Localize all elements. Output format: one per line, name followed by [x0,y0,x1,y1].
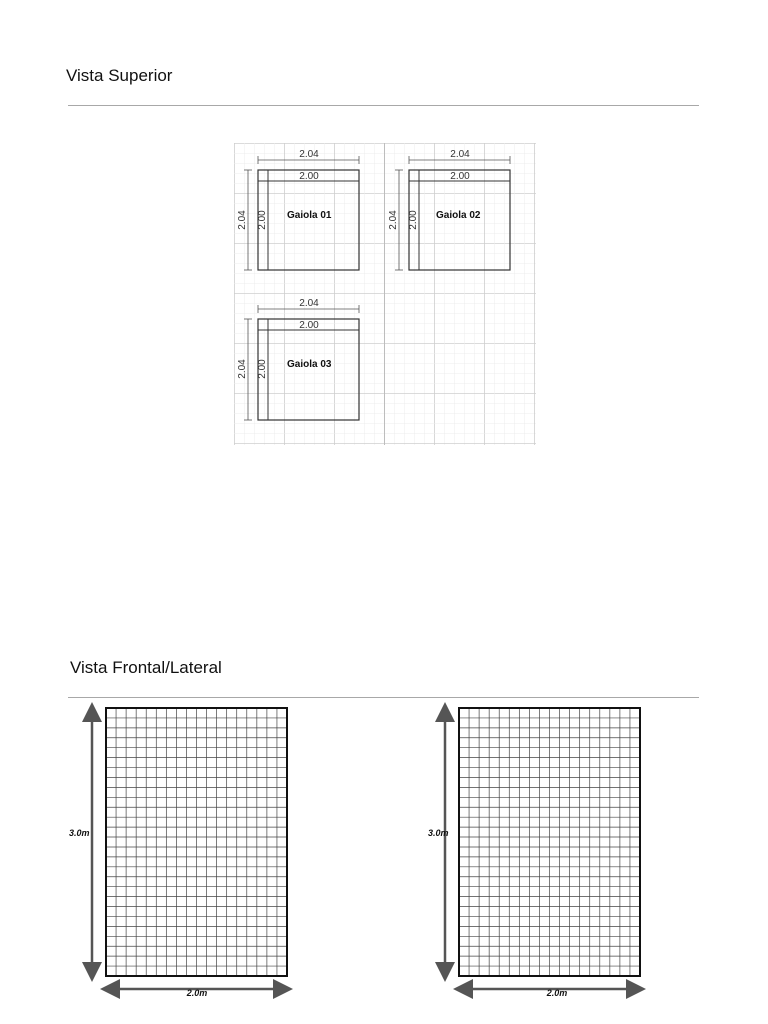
height-label: 3.0m [428,828,449,838]
cage-01[interactable] [237,149,359,270]
panel-grid [459,708,640,976]
front-view-title: Vista Frontal/Lateral [70,658,222,677]
outer-width-label: 2.04 [299,298,319,309]
cage-03[interactable] [237,298,359,420]
inner-width-label: 2.00 [299,320,319,331]
front-view-divider [68,697,699,698]
cage-label: Gaiola 01 [287,210,332,221]
top-view-title: Vista Superior [66,66,173,85]
cage-02[interactable] [388,149,510,270]
outer-depth-label: 2.04 [388,210,399,230]
inner-depth-label: 2.00 [257,359,268,379]
cage-label: Gaiola 03 [287,359,332,370]
plan-grid [234,143,536,445]
height-label: 3.0m [69,828,90,838]
cage-label: Gaiola 02 [436,210,481,221]
top-view-plan [234,143,536,445]
outer-width-label: 2.04 [450,149,470,160]
width-label: 2.0m [546,988,568,998]
inner-depth-label: 2.00 [257,210,268,230]
outer-width-label: 2.04 [299,149,319,160]
inner-width-label: 2.00 [299,171,319,182]
inner-width-label: 2.00 [450,171,470,182]
width-label: 2.0m [186,988,208,998]
top-view-divider [68,105,699,106]
outer-depth-label: 2.04 [237,210,248,230]
outer-depth-label: 2.04 [237,359,248,379]
inner-depth-label: 2.00 [408,210,419,230]
front-panel-2[interactable] [419,700,649,1000]
panel-grid [106,708,287,976]
front-panel-1[interactable] [66,700,296,1000]
